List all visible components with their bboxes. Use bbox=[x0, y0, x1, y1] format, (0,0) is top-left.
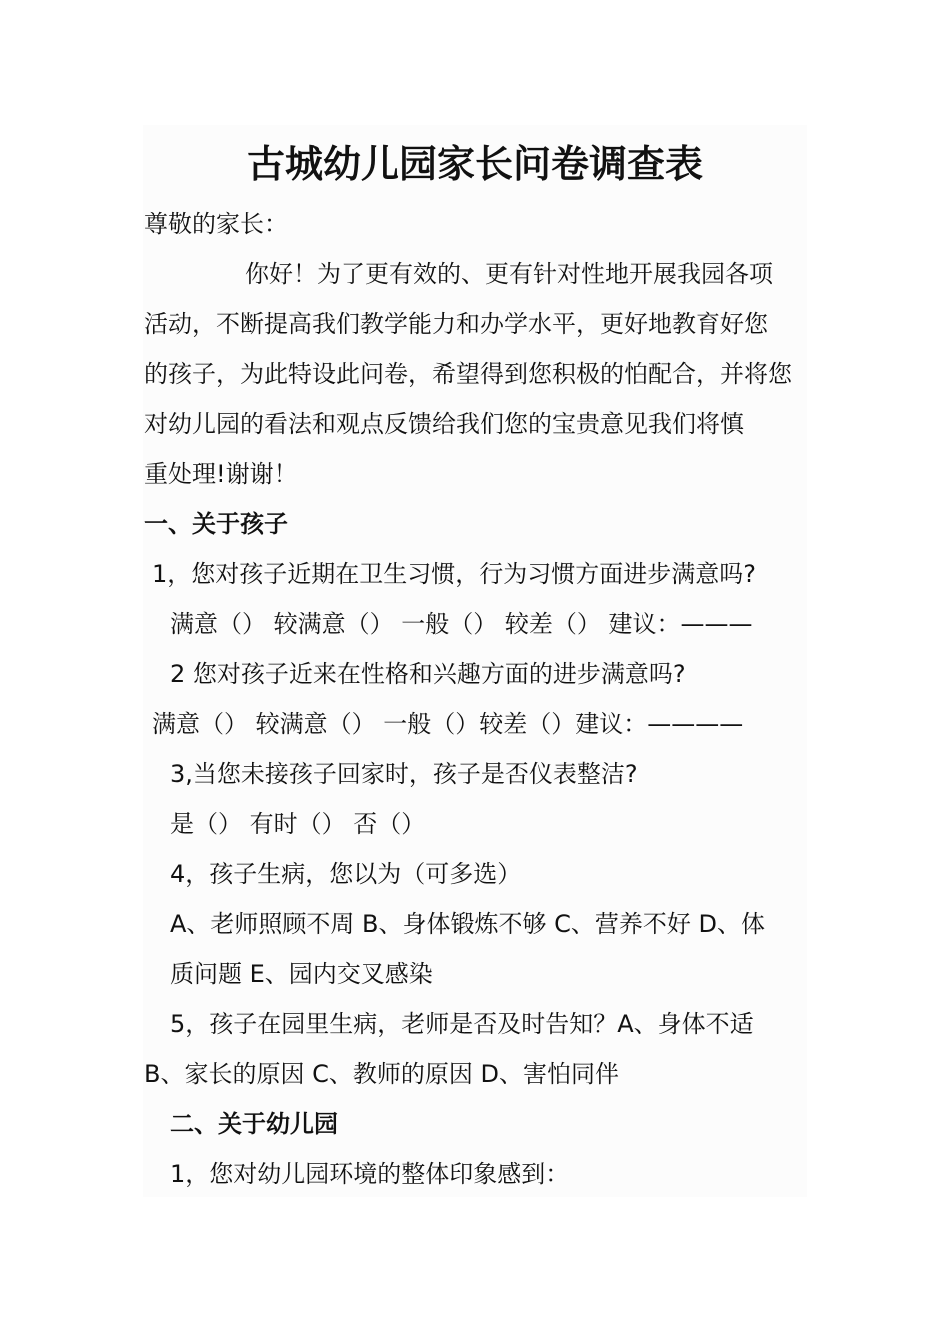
section1-question-3: 3,当您未接孩子回家时，孩子是否仪表整洁? bbox=[170, 760, 638, 788]
intro-line-4: 对幼儿园的看法和观点反馈给我们您的宝贵意见我们将慎 bbox=[144, 410, 744, 438]
section1-question-5-options: B、家长的原因 C、教师的原因 D、害怕同伴 bbox=[144, 1060, 619, 1088]
section1-question-4-options-line-2: 质问题 E、园内交叉感染 bbox=[170, 960, 433, 988]
section1-question-1-options: 满意（） 较满意（） 一般（） 较差（） 建议：——— bbox=[170, 610, 753, 638]
section1-question-2: 2 您对孩子近来在性格和兴趣方面的进步满意吗? bbox=[170, 660, 686, 688]
section1-question-2-options: 满意（） 较满意（） 一般（）较差（）建议：———— bbox=[152, 710, 744, 738]
section1-heading: 一、关于孩子 bbox=[144, 510, 288, 538]
section1-question-1: 1，您对孩子近期在卫生习惯，行为习惯方面进步满意吗? bbox=[152, 560, 757, 588]
intro-line-5: 重处理!谢谢！ bbox=[144, 460, 298, 488]
document-title: 古城幼儿园家长问卷调查表 bbox=[246, 142, 703, 186]
intro-line-1: 你好！为了更有效的、更有针对性地开展我园各项 bbox=[245, 260, 773, 288]
section2-question-1: 1，您对幼儿园环境的整体印象感到： bbox=[170, 1160, 570, 1188]
intro-line-2: 活动，不断提高我们教学能力和办学水平，更好地教育好您 bbox=[144, 310, 768, 338]
section1-question-4: 4，孩子生病，您以为（可多选） bbox=[170, 860, 522, 888]
greeting: 尊敬的家长： bbox=[144, 210, 288, 238]
section1-question-3-options: 是（） 有时（） 否（） bbox=[170, 810, 426, 838]
intro-line-3: 的孩子，为此特设此问卷，希望得到您积极的怕配合，并将您 bbox=[144, 360, 792, 388]
section1-question-4-options-line-1: A、老师照顾不周 B、身体锻炼不够 C、营养不好 D、体 bbox=[170, 910, 766, 938]
section2-heading: 二、关于幼儿园 bbox=[170, 1110, 338, 1138]
section1-question-5: 5，孩子在园里生病，老师是否及时告知？A、身体不适 bbox=[170, 1010, 754, 1038]
